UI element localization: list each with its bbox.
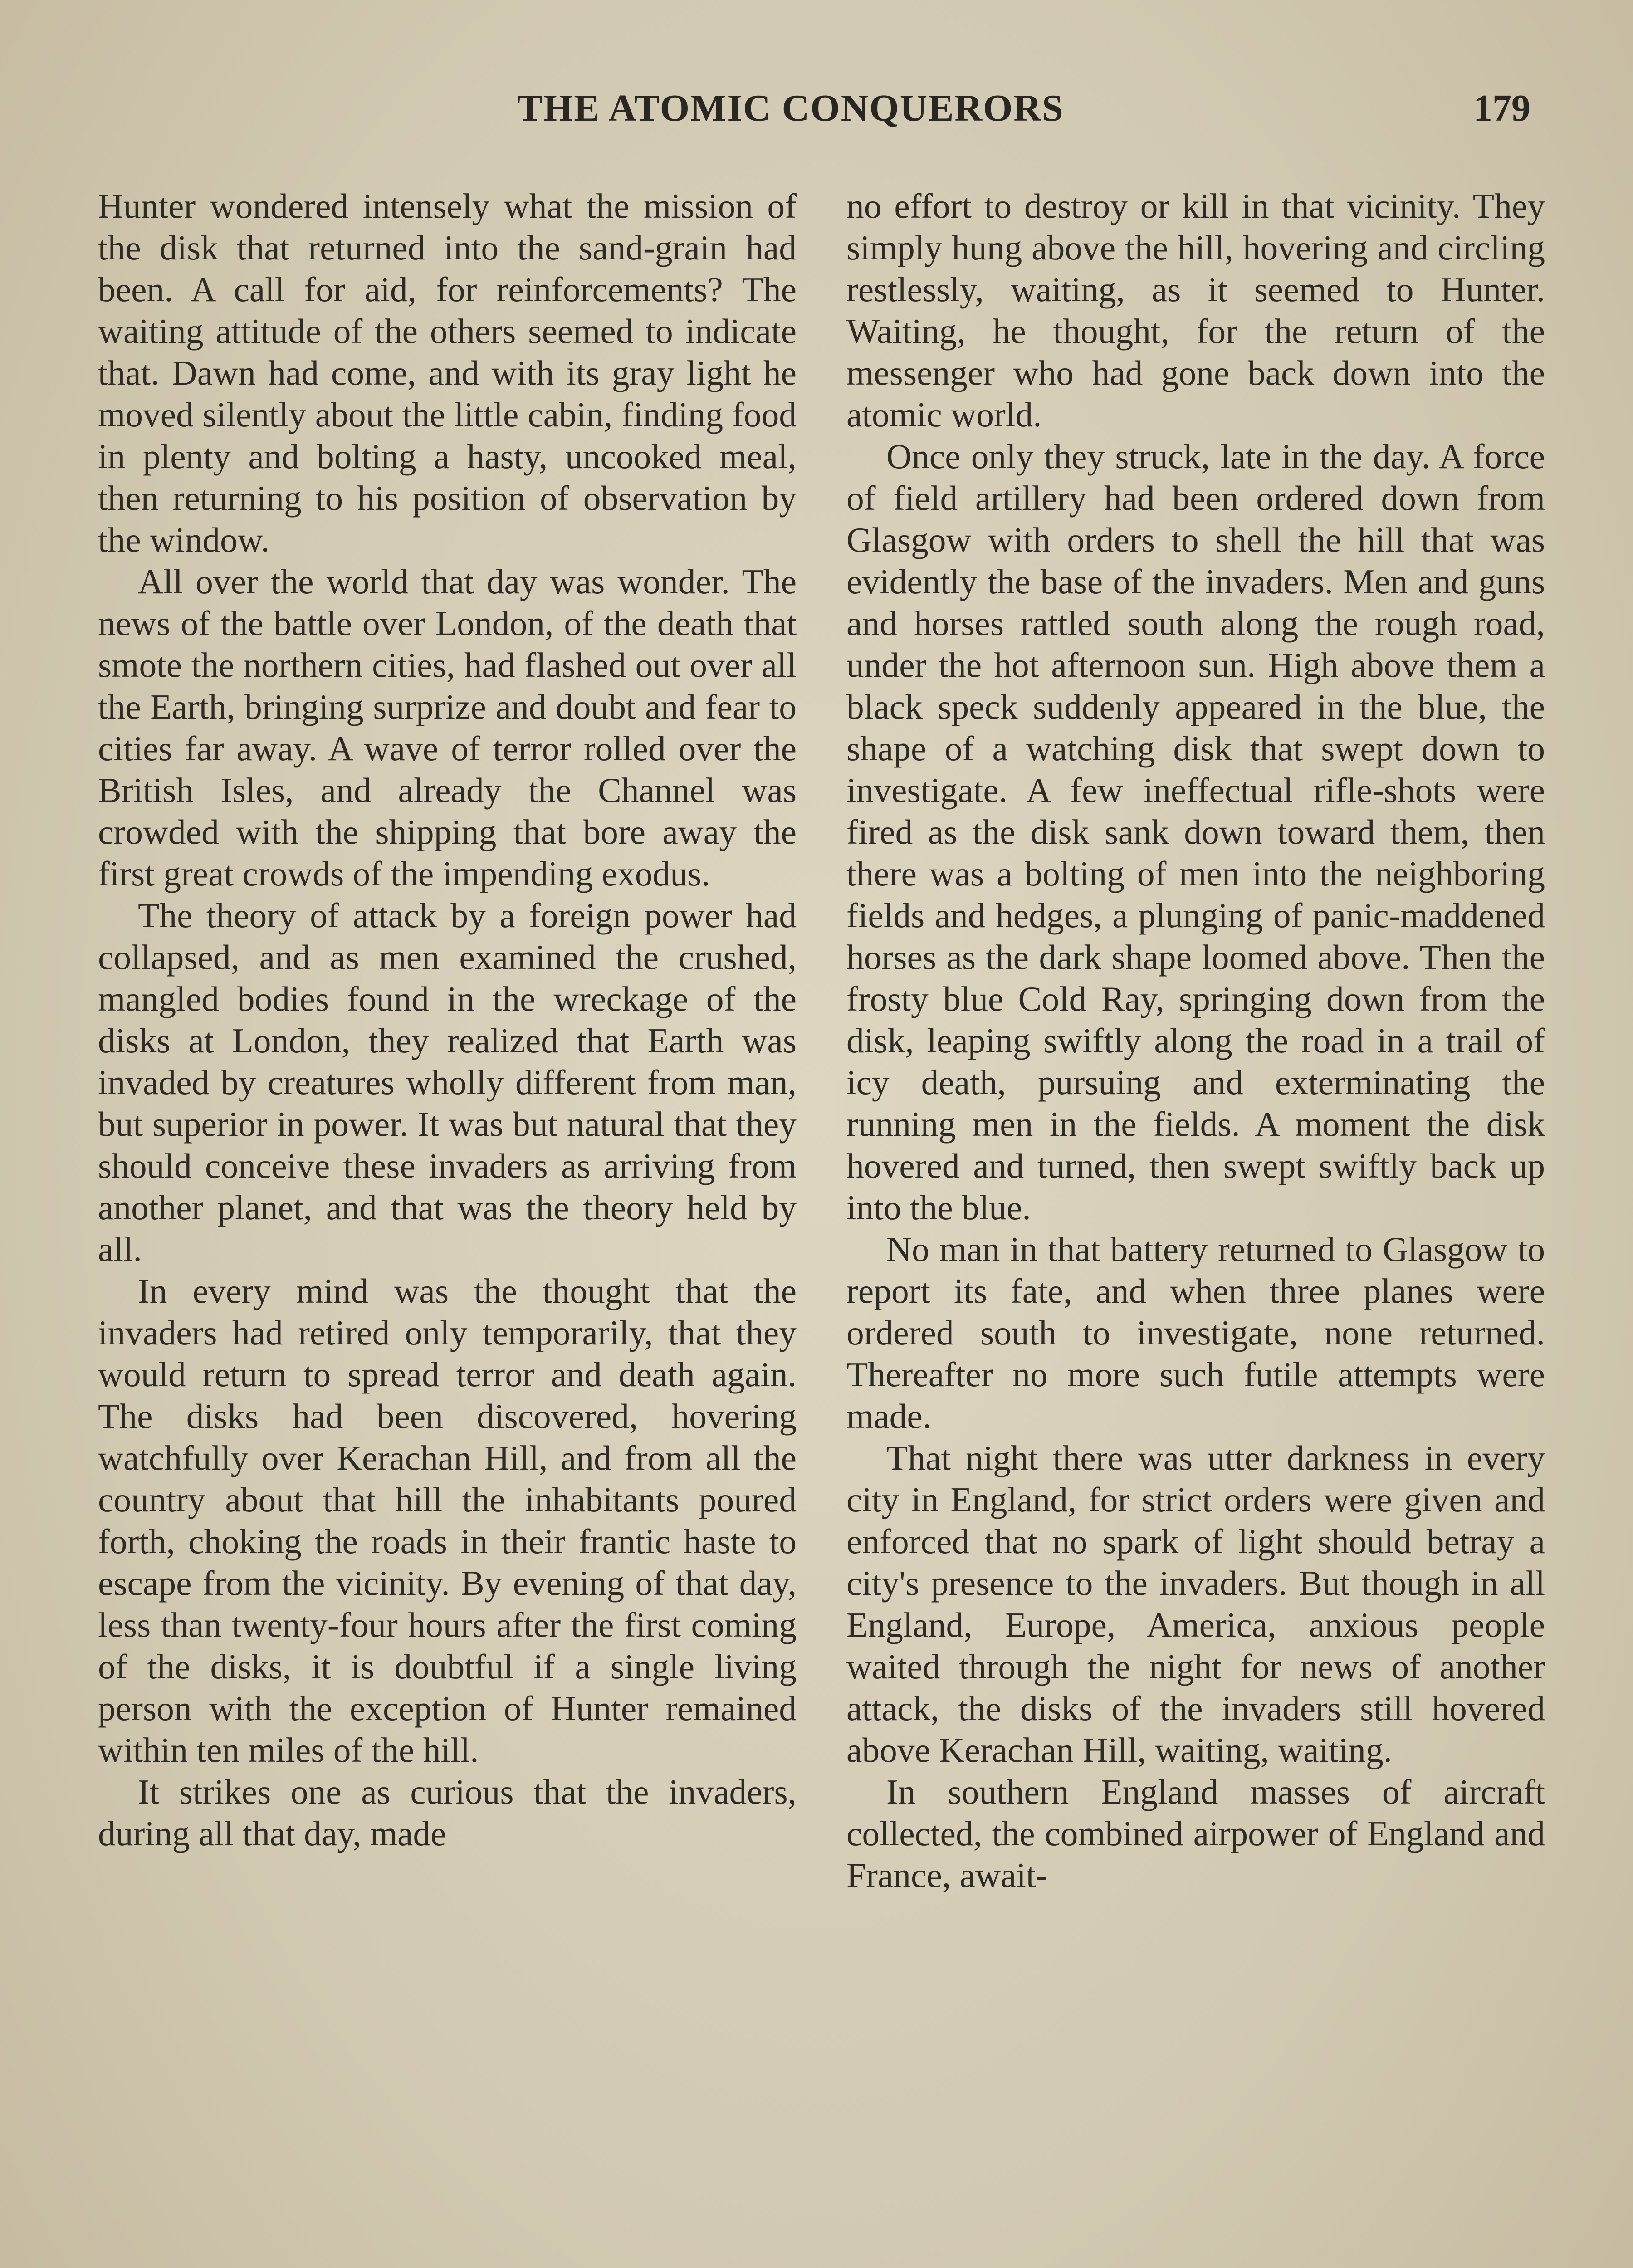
paragraph: No man in that battery returned to Glasgow to report its fate, and when three planes were ordered south to investigate, none returned. Thereafter no more such futile attempts were made. [846, 1230, 1545, 1436]
paragraph: It strikes one as curious that the invaders, during all that day, made [98, 1772, 797, 1853]
left-text-column [98, 185, 797, 2268]
right-text-column [846, 185, 1545, 2268]
page-number: 179 [1473, 87, 1530, 129]
running-header [0, 86, 1633, 136]
paragraph: That night there was utter darkness in every city in England, for strict orders were given and enforced that no spark of light should betray a city's presence to the invaders. But though in all England, Europe, America, anxious people waited through the night for news of another attack, the disks of the invaders still hovered above Kerachan Hill, waiting, waiting. [846, 1438, 1545, 1769]
running-title: THE ATOMIC CONQUERORS [517, 87, 1064, 129]
paragraph: The theory of attack by a foreign power had collapsed, and as men examined the crushed, mangled bodies found in the wreckage of the disks at London, they realized that Earth was invaded by creatures wholly different from man, but superior in power. It was but natural that they should conceive these invaders as arriving from another planet, and that was the theory held by all. [98, 896, 797, 1269]
paragraph: In every mind was the thought that the invaders had retired only temporarily, that they would return to spread terror and death again. The disks had been discovered, hovering watchfully over Kerachan Hill, and from all the country about that hill the inhabitants poured forth, choking the roads in their frantic haste to escape from the vicinity. By evening of that day, less than twenty-four hours after the first coming of the disks, it is doubtful if a single living person with the exception of Hunter remained within ten miles of the hill. [98, 1271, 797, 1769]
paragraph: In southern England masses of aircraft collected, the combined airpower of England and France, await- [846, 1772, 1545, 1895]
paragraph: Once only they struck, late in the day. A force of field artillery had been ordered down from Glasgow with orders to shell the hill that was evidently the base of the invaders. Men and guns and horses rattled south along the rough road, under the hot afternoon sun. High above them a black speck suddenly appeared in the blue, the shape of a watching disk that swept down to investigate. A few ineffectual rifle-shots were fired as the disk sank down toward them, then there was a bolting of men into the neighboring fields and hedges, a plunging of panic-maddened horses as the dark shape loomed above. Then the frosty blue Cold Ray, springing down from the disk, leaping swiftly along the road in a trail of icy death, pursuing and exterminating the running men in the fields. A moment the disk hovered and turned, then swept swiftly back up into the blue. [846, 437, 1545, 1227]
paragraph: All over the world that day was wonder. The news of the battle over London, of the death that smote the northern cities, had flashed out over all the Earth, bringing surprize and doubt and fear to cities far away. A wave of terror rolled over the British Isles, and already the Channel was crowded with the shipping that bore away the first great crowds of the impending exodus. [98, 562, 797, 893]
paragraph: Hunter wondered intensely what the mission of the disk that returned into the sand-grain had been. A call for aid, for reinforcements? The waiting attitude of the others seemed to indicate that. Dawn had come, and with its gray light he moved silently about the little cabin, finding food in plenty and bolting a hasty, uncooked meal, then returning to his position of observation by the window. [98, 186, 797, 559]
paragraph: no effort to destroy or kill in that vicinity. They simply hung above the hill, hovering and circling restlessly, waiting, as it seemed to Hunter. Waiting, he thought, for the return of the messenger who had gone back down into the atomic world. [846, 186, 1545, 434]
